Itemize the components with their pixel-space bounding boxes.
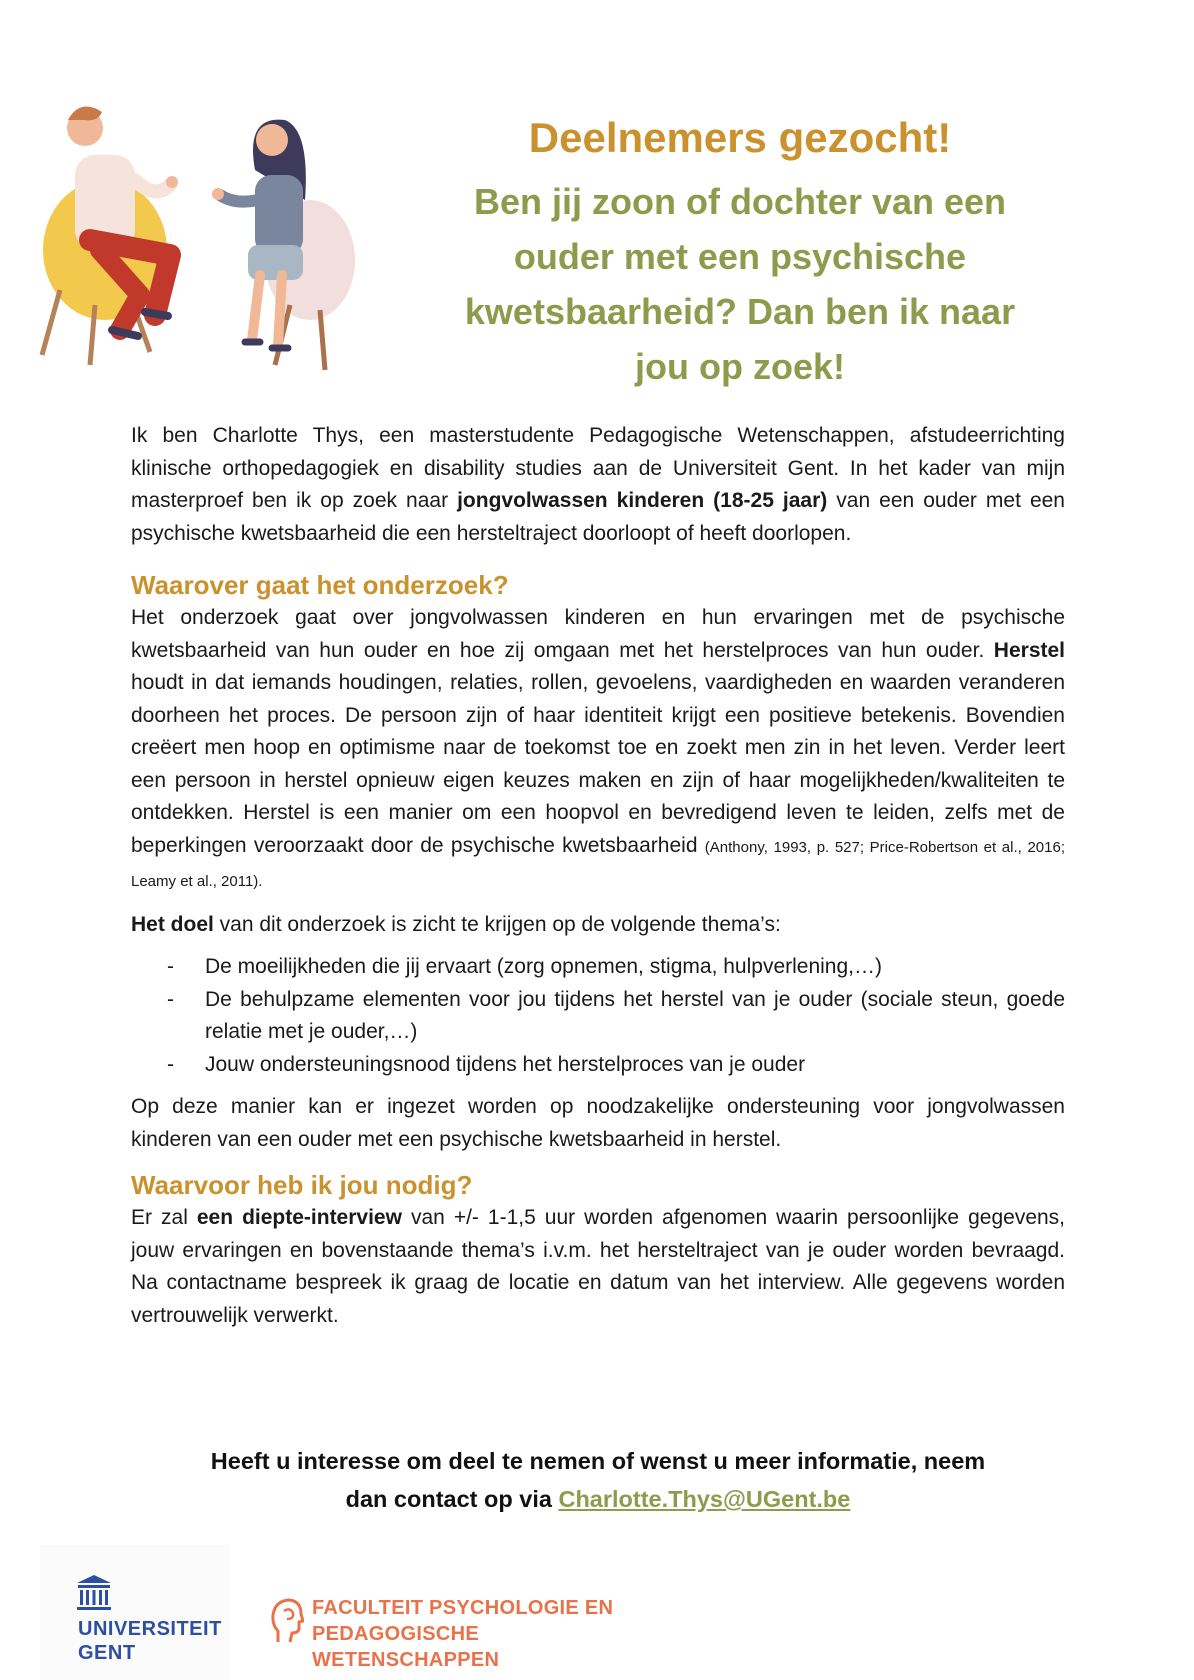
ugent-logo <box>40 1545 230 1680</box>
doel-bold: Het doel <box>131 912 214 936</box>
ugent-line: UNIVERSITEIT <box>78 1618 222 1640</box>
intro-paragraph <box>131 420 1065 550</box>
list-item <box>131 984 1065 1049</box>
headline: Deelnemers gezocht! <box>528 114 952 161</box>
cta-line <box>120 1480 1076 1518</box>
intro-text: van een ouder met een psychische kwetsbaarheid die een hersteltraject doorloopt of heeft doorlopen. <box>131 489 1065 545</box>
ugent-line: GENT <box>78 1642 136 1664</box>
list-item-text: De moeilijkheden die jij ervaart (zorg opnemen, stigma, hulpverlening,…) <box>205 955 882 978</box>
subhead-line: jou op zoek! <box>635 346 845 387</box>
subhead-line: Ben jij zoon of dochter van een <box>473 181 1007 222</box>
university-building-icon <box>75 1573 113 1613</box>
intro-bold: jongvolwassen kinderen (18-25 jaar) <box>457 489 828 512</box>
ondersteuning-paragraph: Op deze manier kan er ingezet worden op noodzakelijke ondersteuning voor jongvolwassen kinderen van een ouder met een psychische kwetsbaarheid in herstel. <box>131 1095 1065 1151</box>
citation: (Anthony, 1993, p. 527; Price-Robertson et al., 2016; Leamy et al., 2011). <box>131 838 1065 890</box>
conversation-illustration <box>20 90 400 390</box>
herstel-bold: Herstel <box>993 638 1065 662</box>
cta-line: Heeft u interesse om deel te nemen of wenst u meer informatie, neem <box>210 1448 986 1474</box>
dash-bullet: - <box>167 1052 174 1076</box>
faculty-line: FACULTEIT PSYCHOLOGIE EN <box>312 1597 614 1619</box>
paragraph-text: Er zal <box>131 1206 197 1229</box>
section-title-onderzoek: Waarover gaat het onderzoek? <box>131 570 509 600</box>
subhead-line: ouder met een psychische <box>513 236 967 277</box>
theme-list <box>131 951 1065 1081</box>
paragraph-text: van +/- 1-1,5 uur worden afgenomen waarin persoonlijke gegevens, jouw ervaringen en bovenstaande thema’s i.v.m. het hersteltraject van je ouder worden bevraagd. Na contactname bespreek ik graag de locatie en datum van het interview. Alle gegevens worden vertrouwelijk verwerkt. <box>131 1206 1066 1327</box>
doel-paragraph <box>131 909 1065 942</box>
paragraph-text: Het onderzoek gaat over jongvolwassen kinderen en hun ervaringen met de psychische kwetsbaarheid van hun ouder en hoe zij omgaan met het herstelproces van hun ouder. <box>131 606 1065 662</box>
ugent-wordmark <box>78 1617 222 1665</box>
section-title-nodig: Waarvoor heb ik jou nodig? <box>131 1170 473 1200</box>
call-to-action <box>120 1442 1076 1518</box>
cta-prefix: dan contact op via <box>345 1486 559 1512</box>
email-link[interactable]: Charlotte.Thys@UGent.be <box>558 1486 851 1512</box>
body-content <box>131 420 1065 1332</box>
faculty-logo <box>270 1595 650 1671</box>
head-profile-icon <box>270 1597 304 1647</box>
faculty-line: PEDAGOGISCHE WETENSCHAPPEN <box>312 1623 500 1671</box>
list-item-text: Jouw ondersteuningsnood tijdens het herstelproces van je ouder <box>205 1052 806 1076</box>
interview-bold: een diepte-interview <box>196 1206 402 1229</box>
list-item <box>131 1049 1065 1082</box>
list-item <box>131 951 1065 984</box>
paragraph-text: houdt in dat iemands houdingen, relaties, rollen, gevoelens, vaardigheden en waarden veranderen doorheen het proces. De persoon zijn of haar identiteit krijgt een positieve betekenis. Bovendien creëert men hoop en optimisme naar de toekomst toe en zoekt men zin in het leven. Verder leert een persoon in herstel opnieuw eigen keuzes maken en zijn of haar mogelijkheden/kwaliteiten te ontdekken. Herstel is een manier om een hoopvol en bevredigend leven te leiden, zelfs met de beperkingen veroorzaakt door de psychische kwetsbaarheid <box>131 671 1065 857</box>
herstel-paragraph <box>131 602 1065 899</box>
subhead-line: kwetsbaarheid? Dan ben ik naar <box>464 291 1016 332</box>
dash-bullet: - <box>167 955 174 978</box>
intro-text: Ik ben Charlotte Thys, een masterstudente Pedagogische Wetenschappen, afstudeerrichting klinische orthopedagogiek en disability studies aan de Universiteit Gent. In het kader van mijn masterproef ben ik op zoek naar <box>131 424 1065 512</box>
faculty-wordmark <box>312 1595 650 1673</box>
dash-bullet: - <box>167 987 174 1011</box>
interview-paragraph <box>131 1202 1065 1332</box>
list-item-text: De behulpzame elementen voor jou tijdens het herstel van je ouder (sociale steun, goede relatie met je ouder,…) <box>205 987 1065 1043</box>
header <box>420 112 1060 394</box>
paragraph-text: van dit onderzoek is zicht te krijgen op de volgende thema’s: <box>213 912 781 936</box>
subhead <box>420 174 1060 394</box>
